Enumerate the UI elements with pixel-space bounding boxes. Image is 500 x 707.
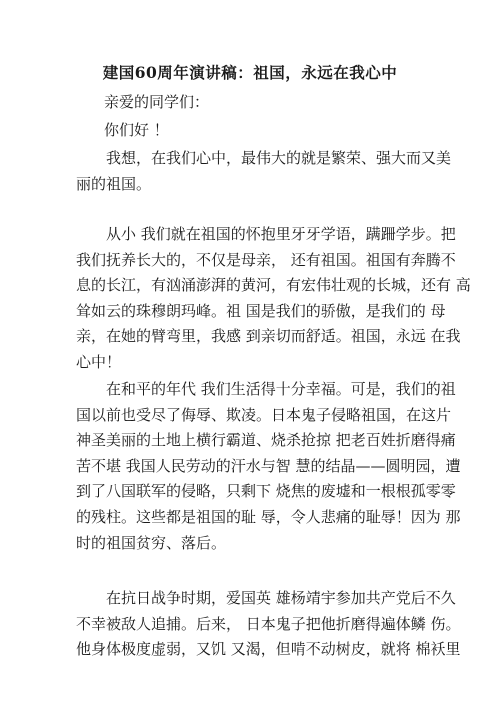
paragraph-line: 丽的祖国。 xyxy=(76,174,152,193)
paragraph-line: 在和平的年代 我们生活得十分幸福。可是，我们的祖 xyxy=(76,380,456,398)
paragraph xyxy=(76,222,471,376)
paragraph-line: 息的长江，有汹涌澎湃的黄河，有宏伟壮观的长城，还有 高 xyxy=(76,276,471,295)
paragraph-line: 苦不堪 我国人民劳动的汗水与智 慧的结晶——圆明园，遭 xyxy=(76,456,461,475)
paragraph-line: 耸如云的珠穆朗玛峰。祖 国是我们的骄傲，是我们的 母 xyxy=(76,301,446,320)
paragraph-line: 的残柱。这些都是祖国的耻 辱，令人悲痛的耻辱！因为 那 xyxy=(76,507,461,526)
paragraph-line: 亲，在她的臂弯里，我感 到亲切而舒适。祖国，永远 在我 xyxy=(76,327,461,346)
paragraph-line: 时的祖国贫穷、落后。 xyxy=(76,533,227,552)
paragraph-line: 国以前也受尽了侮辱、欺凌。日本鬼子侵略祖国，在这片 xyxy=(76,405,452,424)
paragraph-line: 我想，在我们心中，最伟大的就是繁荣、强大而又美 xyxy=(76,149,452,167)
paragraph-line: 神圣美丽的土地上横行霸道、烧杀抢掠 把老百姓折磨得痛 xyxy=(76,431,456,450)
document-title: 建国60周年演讲稿：祖国，永远在我心中 xyxy=(102,63,398,82)
paragraph-line: 到了八国联军的侵略，只剩下 烧焦的废墟和一根根孤零零 xyxy=(76,482,456,501)
greeting-line: 亲爱的同学们： xyxy=(104,93,210,111)
paragraph-line: 他身体极度虚弱，又饥 又渴，但啃不动树皮，就将 棉袄里 xyxy=(76,640,461,659)
greeting-line: 你们好 ！ xyxy=(104,121,169,139)
paragraph xyxy=(76,377,461,556)
paragraph xyxy=(76,586,461,663)
paragraph-line: 我们抚养长大的，不仅是母亲， 还有祖国。祖国有奔腾不 xyxy=(76,250,456,269)
paragraph-line: 从小 我们就在祖国的怀抱里牙牙学语，蹒跚学步。把 xyxy=(76,225,456,243)
paragraph-line: 不幸被敌人追捕。后来， 日本鬼子把他折磨得遍体鳞 伤。 xyxy=(76,614,461,633)
paragraph-line: 在抗日战争时期，爱国英 雄杨靖宇参加共产党后不久 xyxy=(76,589,456,607)
paragraph xyxy=(76,146,452,197)
paragraph-line: 心中！ xyxy=(76,352,122,371)
